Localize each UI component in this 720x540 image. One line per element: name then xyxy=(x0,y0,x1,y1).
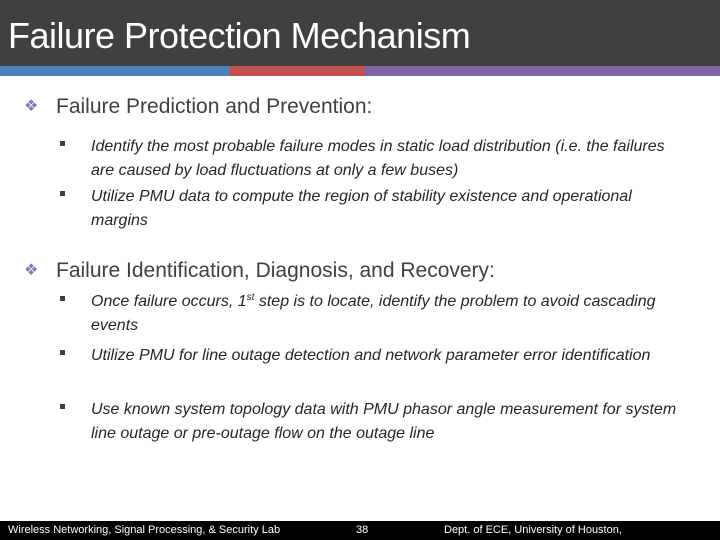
square-bullet-icon xyxy=(60,350,65,355)
footer-department: Dept. of ECE, University of Houston, xyxy=(444,524,622,536)
section-heading-prediction xyxy=(24,95,372,119)
list-item-text: Identify the most probable failure modes in static load distribution (i.e. the failures are caused by load fluctuations at only a few buses) xyxy=(91,138,665,179)
section-heading-text: Failure Prediction and Prevention: xyxy=(56,95,373,118)
footer-page-number: 38 xyxy=(356,524,369,536)
diamond-icon: ❖ xyxy=(24,98,39,115)
accent-strip-purple xyxy=(365,66,720,76)
accent-strip-blue xyxy=(0,66,230,76)
square-bullet-icon xyxy=(60,404,65,409)
section-heading-text: Failure Identification, Diagnosis, and Recovery: xyxy=(56,259,495,282)
diamond-icon: ❖ xyxy=(24,262,39,279)
list-item-text: Utilize PMU for line outage detection and network parameter error identification xyxy=(91,347,651,364)
square-bullet-icon xyxy=(60,191,65,196)
footer-lab-name: Wireless Networking, Signal Processing, & Security Lab xyxy=(8,524,281,536)
title-bar xyxy=(0,0,720,66)
slide-title: Failure Protection Mechanism xyxy=(8,15,471,56)
ordinal-superscript: st xyxy=(246,292,255,303)
list-item-text: Utilize PMU data to compute the region of stability existence and operational margins xyxy=(91,188,632,229)
square-bullet-icon xyxy=(60,296,65,301)
list-item-text-start: Once failure occurs, 1 xyxy=(91,293,247,310)
list-item-text-end: step is to locate, identify the problem to avoid cascading events xyxy=(91,293,656,334)
section-heading-identification xyxy=(24,259,495,283)
accent-strip-red xyxy=(230,66,365,76)
footer xyxy=(0,521,720,540)
square-bullet-icon xyxy=(60,141,65,146)
list-item-text xyxy=(91,290,691,338)
list-item-text: Use known system topology data with PMU phasor angle measurement for system line outage or pre-outage flow on the outage line xyxy=(91,401,677,442)
